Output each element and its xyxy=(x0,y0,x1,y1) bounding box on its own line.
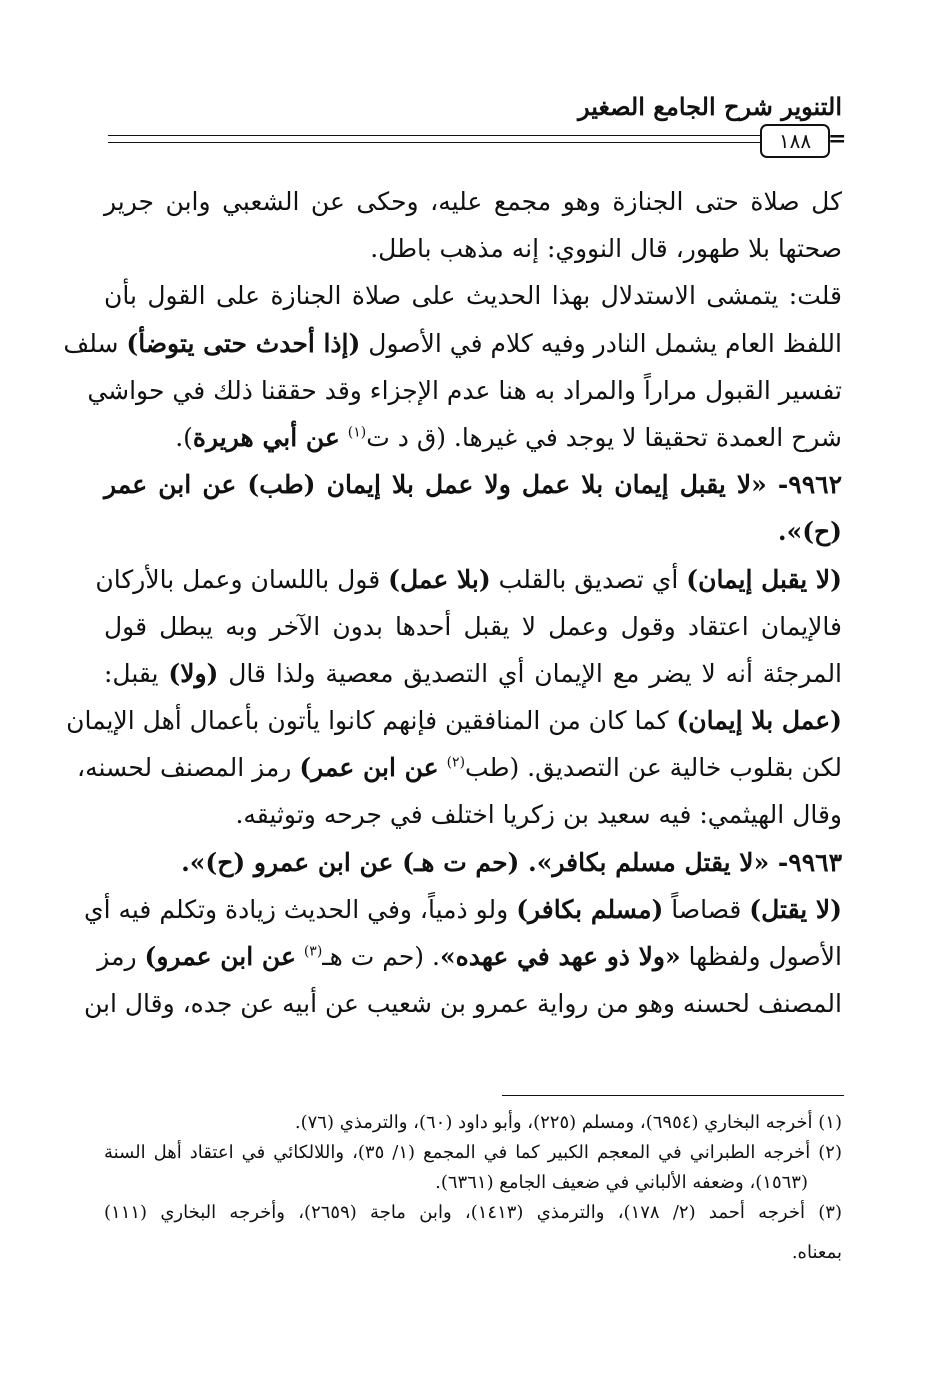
text-line xyxy=(95,556,842,603)
text-run: الأصول ولفظها xyxy=(688,942,842,971)
text-line xyxy=(63,320,842,367)
body-text xyxy=(63,178,843,1027)
lemma: (لا يقتل) xyxy=(749,894,842,924)
text-line: قلت: يتمشى الاستدلال بهذا الحديث على صلاة الجنازة على القول بأن xyxy=(104,281,842,311)
text-run: ). xyxy=(175,422,193,452)
footnote-separator xyxy=(502,1095,844,1096)
text-run: رمز xyxy=(97,942,137,971)
text-run: كما كان من المنافقين فإنهم كانوا يأتون بأعمال أهل الإيمان xyxy=(66,706,669,736)
text-line xyxy=(97,933,842,980)
text-line: صحتها بلا طهور، قال النووي: إنه مذهب باطل. xyxy=(370,234,842,264)
text-run: . (حم ت هـ xyxy=(322,942,440,971)
text-run: يقبل: xyxy=(104,658,159,688)
footnote-3-cont: بمعناه. xyxy=(791,1242,842,1263)
text-line: فالإيمان اعتقاد وقول وعمل لا يقبل أحدها بدون الآخر وبه يبطل قول xyxy=(104,611,842,641)
text-line xyxy=(84,886,842,933)
text-line: كل صلاة حتى الجنازة وهو مجمع عليه، وحكى عن الشعبي وابن جرير xyxy=(104,187,842,216)
text-line xyxy=(104,650,842,697)
footnote-ref: (٢) xyxy=(446,754,466,771)
lemma: (بلا عمل) xyxy=(388,564,491,594)
narrator: عن أبي هريرة xyxy=(192,422,340,452)
footnote-2: (٢) أخرجه الطبراني في المعجم الكبير كما في المجمع (١/ ٣٥)، واللالكائي في اعتقاد أهل السنة xyxy=(104,1142,842,1163)
footnote-ref: (١) xyxy=(347,424,367,441)
text-run: سلف xyxy=(63,328,119,358)
hadith-heading: ٩٩٦٢- «لا يقبل إيمان بلا عمل ولا عمل بلا إيمان (طب) عن ابن عمر xyxy=(104,470,842,500)
text-run: ولو ذمياً، وفي الحديث زيادة وتكلم فيه أي xyxy=(84,894,509,924)
footnote-ref: (٣) xyxy=(303,943,323,960)
footnote-1: (١) أخرجه البخاري (٦٩٥٤)، ومسلم (٢٢٥)، وأبو داود (٦٠)، والترمذي (٧٦). xyxy=(294,1112,842,1133)
text-run: رمز المصنف لحسنه، xyxy=(77,753,292,783)
text-run: المرجئة أنه لا يضر مع الإيمان أي التصديق معصية ولذا قال xyxy=(228,658,843,688)
header-double-rule xyxy=(108,133,760,145)
narrator: عن ابن عمر) xyxy=(299,753,439,783)
lemma: (مسلم بكافر) xyxy=(516,894,664,924)
header-marker: = xyxy=(828,126,847,152)
hadith-heading: (ح)». xyxy=(777,517,842,547)
text-line: تفسير القبول مراراً والمراد به هنا عدم الإجزاء وقد حققنا ذلك في حواشي xyxy=(87,375,842,405)
text-line xyxy=(77,744,842,791)
text-run: قول باللسان وعمل بالأركان xyxy=(95,564,381,594)
hadith-heading: ٩٩٦٣- «لا يقتل مسلم بكافر». (حم ت هـ) عن ابن عمرو (ح)». xyxy=(181,847,842,877)
text-run: لكن بقلوب خالية عن التصديق. (طب xyxy=(465,753,842,783)
text-line xyxy=(104,414,842,461)
running-title: التنوير شرح الجامع الصغير xyxy=(578,92,842,121)
footnote-3: (٣) أخرجه أحمد (٢/ ١٧٨)، والترمذي (١٤١٣)، وابن ماجة (٢٦٥٩)، وأخرجه البخاري (١١١) xyxy=(104,1202,842,1223)
text-run: اللفظ العام يشمل النادر وفيه كلام في الأصول xyxy=(368,328,842,358)
page-number: ١٨٨ xyxy=(760,124,830,158)
footnotes xyxy=(104,1108,842,1268)
lemma: (عمل بلا إيمان) xyxy=(676,706,842,736)
text-line xyxy=(66,697,842,744)
text-line: وقال الهيثمي: فيه سعيد بن زكريا اختلف في جرحه وتوثيقه. xyxy=(235,800,842,830)
hadith-quote: (إذا أحدث حتى يتوضأ) xyxy=(126,328,361,358)
lemma: (ولا) xyxy=(168,658,219,688)
footnote-2-cont: (١٥٦٣)، وضعفه الألباني في ضعيف الجامع (٦٣٦١). xyxy=(435,1172,808,1193)
text-run: شرح العمدة تحقيقا لا يوجد في غيرها. (ق د ت xyxy=(366,422,842,452)
narrator: عن ابن عمرو) xyxy=(144,942,296,971)
text-line: المصنف لحسنه وهو من رواية عمرو بن شعيب عن أبيه عن جده، وقال ابن xyxy=(83,989,842,1019)
lemma: (لا يقبل إيمان) xyxy=(686,564,842,594)
text-run: قصاصاً xyxy=(671,894,742,924)
text-run: أي تصديق بالقلب xyxy=(498,564,679,594)
hadith-quote: «ولا ذو عهد في عهده» xyxy=(439,942,681,971)
